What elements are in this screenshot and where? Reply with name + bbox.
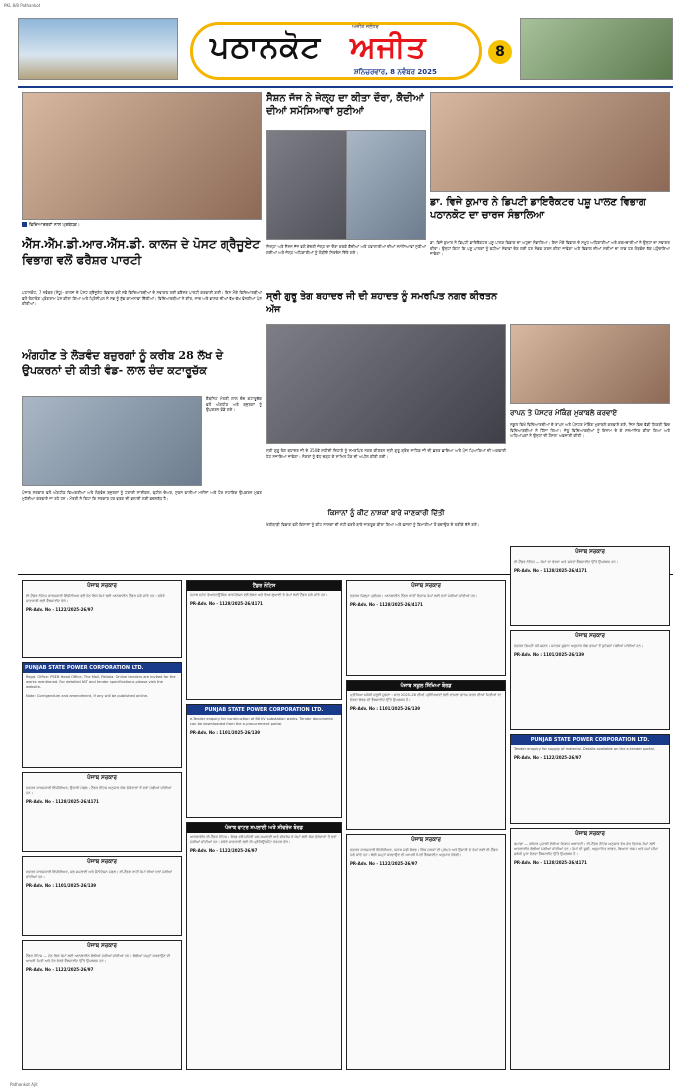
ad-school-board: ਪੰਜਾਬ ਸਕੂਲ ਸਿੱਖਿਆ ਬੋਰਡ ਪ੍ਰੀਖਿਆ ਸਬੰਧੀ ਜ਼ਰੂਰੀ ਸੂਚਨਾ। ਸਾਲ 2025-26 ਦੀਆਂ ਪ੍ਰੀਖਿਆਵਾਂ ਲਈ ਦਾਖ਼ਲਾ ਫ਼ਾਰਮ ਭਰਨ ਦੀਆਂ ਮਿਤੀਆਂ ਦਾ ਵੇਰਵਾ ਬੋਰਡ ਦੀ ਵੈੱਬਸਾਈਟ ਉੱਤੇ ਉਪਲਬਧ ਹੈ। PR-Adv. No : 1101/2025-26/139 xyxy=(346,680,506,830)
kirtan-photo xyxy=(266,324,506,444)
masthead-left-photo xyxy=(18,18,178,80)
kisan-headline: ਕਿਸਾਨਾਂ ਨੂੰ ਕੀਟ ਨਾਸ਼ਕਾਂ ਬਾਰੇ ਜਾਣਕਾਰੀ ਦਿੱਤੀ xyxy=(327,508,445,517)
kisan-body: ਖੇਤੀਬਾੜੀ ਵਿਭਾਗ ਵਲੋਂ ਕਿਸਾਨਾਂ ਨੂੰ ਕੀਟ ਨਾਸ਼ਕਾਂ ਦੀ ਸਹੀ ਵਰਤੋਂ ਬਾਰੇ ਜਾਗਰੂਕ ਕੀਤਾ ਗਿਆ ਅਤੇ ਫ਼ਸਲਾਂ ਨੂੰ ਬਿਮਾਰੀਆਂ ਤੋਂ ਬਚਾਉਣ ਦੇ ਤਰੀਕੇ ਦੱਸੇ ਗਏ। xyxy=(266,522,480,527)
judge-photo-right xyxy=(346,130,426,240)
kirtan-body: ਸ੍ਰੀ ਗੁਰੂ ਤੇਗ ਬਹਾਦਰ ਜੀ ਦੇ 350ਵੇਂ ਸ਼ਹੀਦੀ ਦਿਹਾੜੇ ਨੂੰ ਸਮਰਪਿਤ ਨਗਰ ਕੀਰਤਨ ਸ੍ਰੀ ਗੁਰੂ ਗ੍ਰੰਥ ਸਾਹਿਬ ਜੀ ਦੀ ਛਤਰ ਛਾਇਆ ਅਤੇ ਪੰਜ ਪਿਆਰਿਆਂ ਦੀ ਅਗਵਾਈ ਹੇਠ ਸਜਾਇਆ ਜਾਵੇਗਾ। ਸੰਗਤਾਂ ਨੂੰ ਵੱਧ ਚੜ੍ਹ ਕੇ ਸ਼ਾਮਿਲ ਹੋਣ ਦੀ ਅਪੀਲ ਕੀਤੀ ਗਈ। xyxy=(266,448,506,459)
ad-pspcl: PUNJAB STATE POWER CORPORATION LTD. Regd. Office: PSEB Head Office, The Mall, Patiala. Online tenders are invited for the works mentioned. For detailed NIT and tender specifications please visit the website. Note: Corrigendum and amendment, if any will be published online. xyxy=(22,662,182,768)
judge-headline: ਸੈਸ਼ਨ ਜੱਜ ਨੇ ਜੇਲ੍ਹ ਦਾ ਕੀਤਾ ਦੌਰਾ, ਕੈਦੀਆਂ ਦੀਆਂ ਸਮੱਸਿਆਵਾਂ ਸੁਣੀਆਂ xyxy=(266,93,424,117)
print-slug: PKL 8/8 Pathankot xyxy=(4,3,41,8)
ad-punjab-sarkar-9: ਪੰਜਾਬ ਸਰਕਾਰ ਗਮਾਡਾ — ਗਰੇਟਰ ਮੁਹਾਲੀ ਏਰੀਆ ਵਿਕਾਸ ਅਥਾਰਟੀ। ਈ-ਟੈਂਡਰ ਨੋਟਿਸ ਅਨੁਸਾਰ ਵੱਖ-ਵੱਖ ਵਿਕਾਸ ਕੰਮਾਂ ਲਈ ਆਨਲਾਈਨ ਬੋਲੀਆਂ ਮੰਗੀਆਂ ਜਾਂਦੀਆਂ ਹਨ। ਕੰਮਾਂ ਦੀ ਸੂਚੀ, ਅਨੁਮਾਨਿਤ ਲਾਗਤ, ਬਿਆਨਾ ਰਕਮ ਅਤੇ ਸਮਾਂ ਸੀਮਾ ਸਬੰਧੀ ਪੂਰਾ ਵੇਰਵਾ ਵੈੱਬਸਾਈਟ ਉੱਤੇ ਉਪਲਬਧ ਹੈ। PR-Adv. No - 1128/2025-26/4171 xyxy=(510,828,670,1070)
ad-punjab-sarkar-2: ਪੰਜਾਬ ਸਰਕਾਰ ਦਫ਼ਤਰ ਕਾਰਜਕਾਰੀ ਇੰਜੀਨੀਅਰ, ਉਸਾਰੀ ਮੰਡਲ। ਟੈਂਡਰ ਨੋਟਿਸ ਅਨੁਸਾਰ ਯੋਗ ਠੇਕੇਦਾਰਾਂ ਤੋਂ ਦਰਾਂ ਮੰਗੀਆਂ ਜਾਂਦੀਆਂ ਹਨ। PR-Adv. No - 1128/2025-26/4171 xyxy=(22,772,182,852)
ad-tender-notice: ਟੈਂਡਰ ਨੋਟਿਸ ਪੰਜਾਬ ਸਟੇਟ ਵੇਅਰਹਾਊਸਿੰਗ ਕਾਰਪੋਰੇਸ਼ਨ ਵਲੋਂ ਲੇਬਰ ਅਤੇ ਢੋਆ-ਢੁਆਈ ਦੇ ਕੰਮਾਂ ਲਈ ਟੈਂਡਰ ਮੰਗੇ ਜਾਂਦੇ ਹਨ। PR-Adv. No - 1128/2025-26/4171 xyxy=(186,580,342,700)
ad-punjab-sarkar-3: ਪੰਜਾਬ ਸਰਕਾਰ ਦਫ਼ਤਰ ਕਾਰਜਕਾਰੀ ਇੰਜੀਨੀਅਰ, ਜਲ ਸਪਲਾਈ ਅਤੇ ਸੈਨੀਟੇਸ਼ਨ ਮੰਡਲ। ਈ-ਟੈਂਡਰ ਰਾਹੀਂ ਕੰਮਾਂ ਦੀਆਂ ਦਰਾਂ ਮੰਗੀਆਂ ਜਾਂਦੀਆਂ ਹਨ। PR-Adv. No : 1101/2025-26/139 xyxy=(22,856,182,936)
poster-body: ਸਕੂਲ ਵਿਖੇ ਵਿਦਿਆਰਥੀਆਂ ਦੇ ਰਾਪਨ ਅਤੇ ਪੋਸਟਰ ਮੇਕਿੰਗ ਮੁਕਾਬਲੇ ਕਰਵਾਏ ਗਏ, ਜਿਸ ਵਿਚ ਵੱਡੀ ਗਿਣਤੀ ਵਿਚ ਵਿਦਿਆਰਥੀਆਂ ਨੇ ਹਿੱਸਾ ਲਿਆ। ਜੇਤੂ ਵਿਦਿਆਰਥੀਆਂ ਨੂੰ ਇਨਾਮ ਦੇ ਕੇ ਸਨਮਾਨਿਤ ਕੀਤਾ ਗਿਆ ਅਤੇ ਅਧਿਆਪਕਾਂ ਨੇ ਉਨ੍ਹਾਂ ਦੀ ਹੌਸਲਾ ਅਫ਼ਜ਼ਾਈ ਕੀਤੀ। xyxy=(510,422,670,438)
ad-punjab-sarkar-5: ਪੰਜਾਬ ਸਰਕਾਰ ਦਫ਼ਤਰ ਜ਼ਿਲ੍ਹਾ ਪ੍ਰੀਸ਼ਦ। ਆਨਲਾਈਨ ਟੈਂਡਰ ਰਾਹੀਂ ਵਿਕਾਸ ਕੰਮਾਂ ਲਈ ਦਰਾਂ ਮੰਗੀਆਂ ਜਾਂਦੀਆਂ ਹਨ। PR-Adv. No - 1128/2025-26/4171 xyxy=(346,580,506,676)
ad-punjab-sarkar-1: ਪੰਜਾਬ ਸਰਕਾਰ ਈ-ਟੈਂਡਰ ਨੋਟਿਸ ਕਾਰਜਕਾਰੀ ਇੰਜੀਨੀਅਰ ਵਲੋਂ ਹੇਠ ਲਿਖੇ ਕੰਮਾਂ ਲਈ ਆਨਲਾਈਨ ਟੈਂਡਰ ਮੰਗੇ ਜਾਂਦੇ ਹਨ। ਵਧੇਰੇ ਜਾਣਕਾਰੀ ਲਈ ਵੈੱਬਸਾਈਟ ਵੇਖੋ। PR-Adv. No - 1122/2025-26/97 xyxy=(22,580,182,658)
masthead-right-photo xyxy=(520,18,673,80)
page-number: 8 xyxy=(488,40,512,64)
poster-headline: ਰਾਪਨ ਤੇ ਪੋਸਟਰ ਮੇਕਿੰਗ ਮੁਕਾਬਲੇ ਕਰਵਾਏ xyxy=(510,408,618,417)
kirtan-headline: ਸ੍ਰੀ ਗੁਰੂ ਤੇਗ ਬਹਾਦਰ ਜੀ ਦੀ ਸ਼ਹਾਦਤ ਨੂੰ ਸਮਰਪਿਤ ਨਗਰ ਕੀਰਤਨ ਅੱਜ xyxy=(266,291,498,315)
issue-date: ਸ਼ਨਿਚਰਵਾਰ, 8 ਨਵੰਬਰ 2025 xyxy=(354,68,437,76)
disabled-headline: ਅੰਗਹੀਣ ਤੇ ਲੋੜਵੰਦ ਬਜ਼ੁਰਗਾਂ ਨੂੰ ਕਰੀਬ 28 ਲੱਖ ਦੇ ਉਪਕਰਨਾਂ ਦੀ ਕੀਤੀ ਵੰਡ- ਲਾਲ ਚੰਦ ਕਟਾਰੂਚੱਕ xyxy=(22,349,224,377)
vet-headline: ਡਾ. ਵਿਜੇ ਕੁਮਾਰ ਨੇ ਡਿਪਟੀ ਡਾਇਰੈਕਟਰ ਪਸ਼ੂ ਪਾਲਣ ਵਿਭਾਗ ਪਠਾਨਕੋਟ ਦਾ ਚਾਰਜ ਸੰਭਾਲਿਆ xyxy=(430,197,646,221)
disabled-photo xyxy=(22,396,202,486)
college-photo xyxy=(22,92,262,220)
college-headline: ਐੱਸ.ਐੱਮ.ਡੀ.ਆਰ.ਐੱਸ.ਡੀ. ਕਾਲਜ ਦੇ ਪੋਸਟ ਗ੍ਰੈਜੂਏਟ ਵਿਭਾਗ ਵਲੋਂ ਫਰੈਸ਼ਰ ਪਾਰਟੀ xyxy=(22,237,261,267)
ad-pspcl-3: PUNJAB STATE POWER CORPORATION LTD. Tender enquiry for supply of material. Details available on the e-tender portal. PR-Adv. No - 1122/2025-26/97 xyxy=(510,734,670,824)
logo-subtitle: ਅਜੀਤ ਜਲੰਧਰ xyxy=(352,24,379,30)
ad-water-supply: ਪੰਜਾਬ ਵਾਟਰ ਸਪਲਾਈ ਅਤੇ ਸੀਵਰੇਜ ਬੋਰਡ ਆਨਲਾਈਨ ਈ-ਟੈਂਡਰ ਨੋਟਿਸ। ਬੋਰਡ ਵਲੋਂ ਸ਼ਹਿਰੀ ਜਲ ਸਪਲਾਈ ਅਤੇ ਸੀਵਰੇਜ ਦੇ ਕੰਮਾਂ ਲਈ ਯੋਗ ਠੇਕੇਦਾਰਾਂ ਤੋਂ ਦਰਾਂ ਮੰਗੀਆਂ ਜਾਂਦੀਆਂ ਹਨ। ਵਧੇਰੇ ਜਾਣਕਾਰੀ ਲਈ ਈ-ਪ੍ਰੋਕਿਊਰਮੈਂਟ ਪੋਰਟਲ ਵੇਖੋ। PR-Adv. No - 1122/2025-26/97 xyxy=(186,822,342,1070)
page-footer: Pathankot Ajit xyxy=(10,1082,38,1087)
ad-punjab-sarkar-4: ਪੰਜਾਬ ਸਰਕਾਰ ਟੈਂਡਰ ਨੋਟਿਸ — ਹੇਠ ਲਿਖੇ ਕੰਮਾਂ ਲਈ ਆਨਲਾਈਨ ਬੋਲੀਆਂ ਮੰਗੀਆਂ ਜਾਂਦੀਆਂ ਹਨ। ਬੋਲੀਆਂ ਜਮ੍ਹਾਂ ਕਰਵਾਉਣ ਦੀ ਆਖਰੀ ਮਿਤੀ ਅਤੇ ਹੋਰ ਵੇਰਵੇ ਵੈੱਬਸਾਈਟ ਉੱਤੇ ਉਪਲਬਧ ਹਨ। PR-Adv. No - 1122/2025-26/97 xyxy=(22,940,182,1070)
judge-body: ਜ਼ਿਲ੍ਹਾ ਅਤੇ ਸੈਸ਼ਨ ਜੱਜ ਵਲੋਂ ਕੇਂਦਰੀ ਜੇਲ੍ਹ ਦਾ ਦੌਰਾ ਕਰਕੇ ਕੈਦੀਆਂ ਅਤੇ ਹਵਾਲਾਤੀਆਂ ਦੀਆਂ ਸਮੱਸਿਆਵਾਂ ਸੁਣੀਆਂ ਗਈਆਂ ਅਤੇ ਜੇਲ੍ਹ ਅਧਿਕਾਰੀਆਂ ਨੂੰ ਲੋੜੀਂਦੇ ਨਿਰਦੇਸ਼ ਦਿੱਤੇ ਗਏ। xyxy=(266,244,426,255)
ad-punjab-sarkar-8: ਪੰਜਾਬ ਸਰਕਾਰ ਦਫ਼ਤਰ ਡਿਪਟੀ ਕਮਿਸ਼ਨਰ। ਜਨਤਕ ਸੂਚਨਾ ਅਨੁਸਾਰ ਯੋਗ ਫ਼ਰਮਾਂ ਤੋਂ ਕੁਟੇਸ਼ਨਾਂ ਮੰਗੀਆਂ ਜਾਂਦੀਆਂ ਹਨ। PR-Adv. No : 1101/2025-26/139 xyxy=(510,630,670,730)
ad-punjab-sarkar-6: ਪੰਜਾਬ ਸਰਕਾਰ ਦਫ਼ਤਰ ਕਾਰਜਕਾਰੀ ਇੰਜੀਨੀਅਰ, ਪੰਜਾਬ ਮੰਡੀ ਬੋਰਡ। ਲਿੰਕ ਸੜਕਾਂ ਦੀ ਮੁਰੰਮਤ ਅਤੇ ਉਸਾਰੀ ਦੇ ਕੰਮਾਂ ਲਈ ਈ-ਟੈਂਡਰ ਮੰਗੇ ਜਾਂਦੇ ਹਨ। ਬੋਲੀ ਜਮ੍ਹਾਂ ਕਰਵਾਉਣ ਦੀ ਆਖਰੀ ਮਿਤੀ ਵੈੱਬਸਾਈਟ ਅਨੁਸਾਰ ਹੋਵੇਗੀ। PR-Adv. No - 1122/2025-26/97 xyxy=(346,834,506,1070)
logo-paper: ਅਜੀਤ xyxy=(350,30,427,65)
vet-photo xyxy=(430,92,670,192)
ad-pspcl-2: PUNJAB STATE POWER CORPORATION LTD. e-Tender enquiry for construction of 66 kV substation works. Tender documents can be downloaded from the e-procurement portal. PR-Adv. No : 1101/2025-26/139 xyxy=(186,704,342,818)
college-body: ਪਠਾਨਕੋਟ, 7 ਨਵੰਬਰ (ਸੰਧੂ)- ਕਾਲਜ ਦੇ ਪੋਸਟ ਗ੍ਰੈਜੂਏਟ ਵਿਭਾਗ ਵਲੋਂ ਨਵੇਂ ਵਿਦਿਆਰਥੀਆਂ ਦੇ ਸਵਾਗਤ ਲਈ ਫਰੈਸ਼ਰ ਪਾਰਟੀ ਕਰਵਾਈ ਗਈ। ਇਸ ਮੌਕੇ ਵਿਦਿਆਰਥੀਆਂ ਵਲੋਂ ਰੰਗਾਰੰਗ ਪ੍ਰੋਗਰਾਮ ਪੇਸ਼ ਕੀਤਾ ਗਿਆ ਅਤੇ ਪ੍ਰਿੰਸੀਪਲ ਨੇ ਸਭ ਨੂੰ ਸ਼ੁੱਭ ਕਾਮਨਾਵਾਂ ਦਿੱਤੀਆਂ। ਵਿਦਿਆਰਥੀਆਂ ਨੇ ਗੀਤ, ਨਾਚ ਅਤੇ ਭਾਸ਼ਣ ਦੀਆਂ ਵੱਖ-ਵੱਖ ਵੰਨਗੀਆਂ ਪੇਸ਼ ਕੀਤੀਆਂ। xyxy=(22,290,262,306)
disabled-side-text: ਕੈਬਨਿਟ ਮੰਤਰੀ ਲਾਲ ਚੰਦ ਕਟਾਰੂਚੱਕ ਵਲੋਂ ਅੰਗਹੀਣ ਅਤੇ ਬਜ਼ੁਰਗਾਂ ਨੂੰ ਉਪਕਰਨ ਵੰਡੇ ਗਏ। xyxy=(206,396,262,412)
poster-photo xyxy=(510,324,670,404)
vet-body: ਡਾ. ਵਿਜੇ ਕੁਮਾਰ ਨੇ ਡਿਪਟੀ ਡਾਇਰੈਕਟਰ ਪਸ਼ੂ ਪਾਲਣ ਵਿਭਾਗ ਦਾ ਅਹੁਦਾ ਸੰਭਾਲਿਆ। ਇਸ ਮੌਕੇ ਵਿਭਾਗ ਦੇ ਸਮੂਹ ਅਧਿਕਾਰੀਆਂ ਅਤੇ ਕਰਮਚਾਰੀਆਂ ਨੇ ਉਨ੍ਹਾਂ ਦਾ ਸਵਾਗਤ ਕੀਤਾ। ਉਨ੍ਹਾਂ ਕਿਹਾ ਕਿ ਪਸ਼ੂ ਪਾਲਕਾਂ ਨੂੰ ਵਧੀਆ ਸੇਵਾਵਾਂ ਦੇਣ ਲਈ ਹਰ ਸੰਭਵ ਯਤਨ ਕੀਤਾ ਜਾਵੇਗਾ ਅਤੇ ਵਿਭਾਗ ਦੀਆਂ ਸਕੀਮਾਂ ਦਾ ਲਾਭ ਹਰ ਲੋੜਵੰਦ ਤੱਕ ਪਹੁੰਚਾਇਆ ਜਾਵੇਗਾ। xyxy=(430,240,670,256)
ad-punjab-sarkar-7: ਪੰਜਾਬ ਸਰਕਾਰ ਈ-ਟੈਂਡਰ ਨੋਟਿਸ — ਕੰਮਾਂ ਦਾ ਵੇਰਵਾ ਅਤੇ ਸ਼ਰਤਾਂ ਵੈੱਬਸਾਈਟ ਉੱਤੇ ਉਪਲਬਧ ਹਨ। PR-Adv. No - 1128/2025-26/4171 xyxy=(510,546,670,626)
disabled-body: ਪੰਜਾਬ ਸਰਕਾਰ ਵਲੋਂ ਅੰਗਹੀਣ ਵਿਅਕਤੀਆਂ ਅਤੇ ਲੋੜਵੰਦ ਬਜ਼ੁਰਗਾਂ ਨੂੰ ਟਰਾਈ ਸਾਈਕਲ, ਵ੍ਹੀਲ ਚੇਅਰ, ਸੁਣਨ ਵਾਲੀਆਂ ਮਸ਼ੀਨਾਂ ਅਤੇ ਹੋਰ ਸਹਾਇਕ ਉਪਕਰਨ ਮੁਫ਼ਤ ਮੁਹੱਈਆ ਕਰਵਾਏ ਜਾ ਰਹੇ ਹਨ। ਮੰਤਰੀ ਨੇ ਕਿਹਾ ਕਿ ਸਰਕਾਰ ਹਰ ਵਰਗ ਦੀ ਭਲਾਈ ਲਈ ਵਚਨਬੱਧ ਹੈ। xyxy=(22,490,262,501)
college-caption: ਵਿਦਿਆਰਥਣਾਂ ਨਾਲ ਪ੍ਰਬੰਧਕ। xyxy=(22,222,262,230)
logo-city: ਪਠਾਨਕੋਟ xyxy=(210,30,322,65)
